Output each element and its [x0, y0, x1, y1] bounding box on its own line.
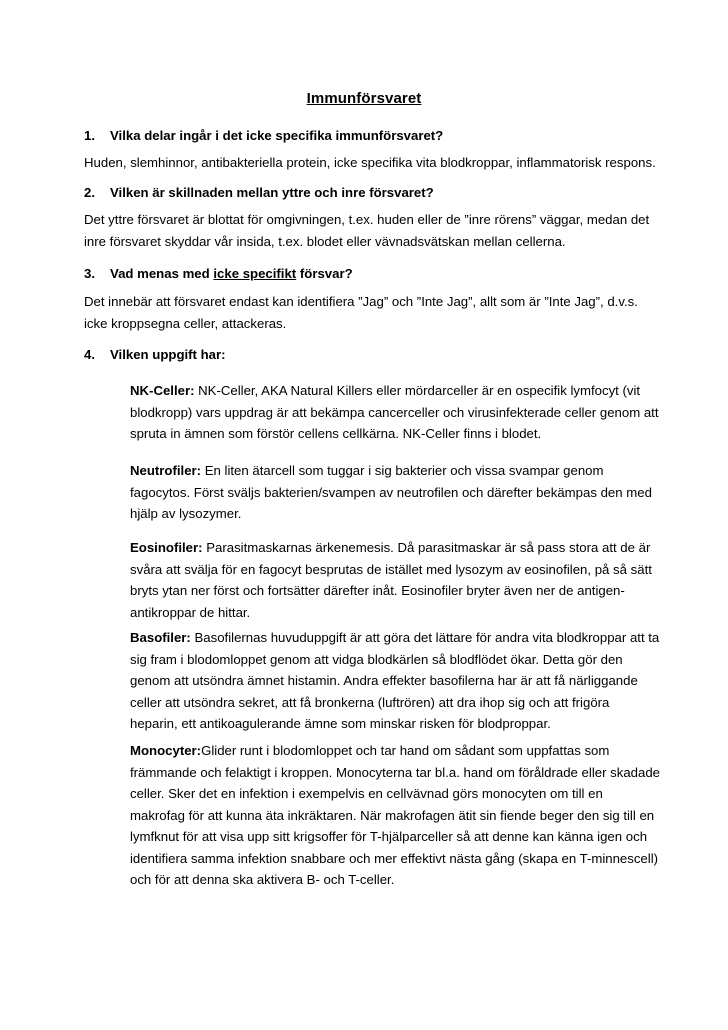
question-3: [84, 266, 353, 281]
item-term: Basofiler:: [130, 630, 191, 645]
answer-2: Det yttre försvaret är blottat för omgivningen, t.ex. huden eller de ”inre rörens” väggar, medan det inre försvaret skyddar vår insida, t.ex. blodet eller vävnadsvätskan mellan cellerna.: [84, 212, 650, 249]
item-term: NK-Celler:: [130, 383, 195, 398]
question-2-text: Vilken är skillnaden mellan yttre och inre försvaret?: [110, 185, 434, 200]
question-2: [84, 185, 434, 200]
item-monocyter: [130, 740, 660, 891]
question-1-number: 1.: [84, 128, 95, 143]
answer-3: Det innebär att försvaret endast kan identifiera ”Jag” och ”Inte Jag”, allt som är ”Inte Jag”, d.v.s. icke kroppsegna celler, attackeras.: [84, 294, 638, 331]
item-term: Monocyter:: [130, 743, 202, 758]
item-neutrofiler: [130, 460, 660, 525]
question-3-text-pre: Vad menas med: [110, 266, 214, 281]
question-4-number: 4.: [84, 347, 95, 362]
question-4-text: Vilken uppgift har:: [110, 347, 226, 362]
answer-1: Huden, slemhinnor, antibakteriella protein, icke specifika vita blodkroppar, inflammatorisk respons.: [84, 155, 656, 170]
item-text: En liten ätarcell som tuggar i sig bakterier och vissa svampar genom fagocytos. Först sväljs bakterien/svampen av neutrofilen och därefter bekämpas den med hjälp av lysozymer.: [130, 463, 652, 521]
item-nk-celler: [130, 380, 660, 445]
question-3-number: 3.: [84, 266, 95, 281]
page-title: Immunförsvaret: [306, 90, 422, 107]
question-3-text-post: försvar?: [296, 266, 353, 281]
item-eosinofiler: [130, 537, 660, 623]
item-text: Glider runt i blodomloppet och tar hand om sådant som uppfattas som främmande och felaktigt i kroppen. Monocyterna tar bl.a. hand om föråldrade eller skadade celler. Sker det en infektion i exempelvis en cellvävnad görs monocyten om till en makrofag för att kunna äta inkräktaren. När makrofagen ätit sin fiende beger den sig till en lymfknut för att visa upp sitt krigsoffer för T-hjälparceller så att denne kan känna igen och identifiera samma infektion snabbare och mer effektivt nästa gång (skapa en T-minnescell) och för att denna ska aktivera B- och T-celler.: [130, 743, 660, 887]
item-text: Basofilernas huvuduppgift är att göra det lättare för andra vita blodkroppar att ta sig fram i blodomloppet genom att vidga blodkärlen så blodflödet ökar. Detta gör den genom att utsöndra ämnet histamin. Andra effekter basofilerna har är att få närliggande celler att utsöndra sekret, att få bronkerna (luftrören) att dra ihop sig och att frigöra heparin, ett antikoagulerande ämne som minskar risken för blodproppar.: [130, 630, 660, 731]
item-text: NK-Celler, AKA Natural Killers eller mördarceller är en ospecifik lymfocyt (vit blodkropp) vars uppdrag är att bekämpa cancerceller och virusinfekterade celler genom att spruta in ämnen som förstör cellens cellkärna. NK-Celler finns i blodet.: [130, 383, 659, 441]
question-1-text: Vilka delar ingår i det icke specifika immunförsvaret?: [110, 128, 444, 143]
question-1: [84, 128, 444, 143]
question-3-underlined: icke specifikt: [213, 266, 297, 281]
item-text: Parasitmaskarnas ärkenemesis. Då parasitmaskar är så pass stora att de är svåra att svälja för en fagocyt besprutas de istället med lysozym av eosinofilen, på så sätt bryts ytan ner först och fortsätter därefter inåt. Eosinofiler bryter även ner de antigen-antikroppar de hittar.: [130, 540, 652, 620]
item-term: Eosinofiler:: [130, 540, 203, 555]
item-term: Neutrofiler:: [130, 463, 202, 478]
item-basofiler: [130, 627, 660, 735]
question-4: [84, 347, 226, 362]
question-2-number: 2.: [84, 185, 95, 200]
